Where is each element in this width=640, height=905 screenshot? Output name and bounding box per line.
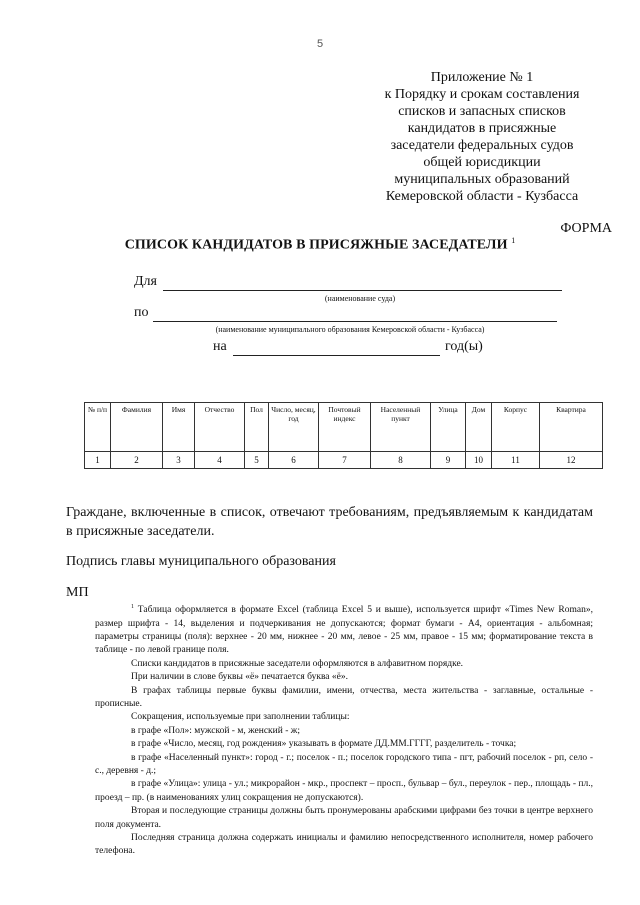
court-line [163, 274, 562, 291]
appendix-line: к Порядку и срокам составления [384, 87, 580, 102]
header-cell: Фамилия [111, 403, 163, 452]
appendix-line: муниципальных образований [394, 172, 570, 187]
number-cell: 7 [319, 452, 371, 469]
header-cell: Квартира [540, 403, 603, 452]
header-cell: Почтовый индекс [319, 403, 371, 452]
appendix-line: Кемеровской области - Кузбасса [385, 189, 579, 204]
by-label: по [134, 305, 149, 320]
number-cell: 5 [245, 452, 269, 469]
for-label: Для [134, 274, 157, 289]
header-cell: Дом [466, 403, 492, 452]
header-cell: Населенный пункт [371, 403, 431, 452]
header-cell: Отчество [195, 403, 245, 452]
header-cell: Имя [163, 403, 195, 452]
footnote-ref: 1 [131, 604, 134, 610]
header-cell: Пол [245, 403, 269, 452]
appendix-line: заседатели федеральных судов [390, 138, 574, 153]
stamp-mark: МП [66, 585, 89, 600]
number-cell: 8 [371, 452, 431, 469]
footnote-item: в графе «Улица»: улица - ул.; микрорайон - мкр., проспект – просп., бульвар – бул., переулок - пер., площадь - пл., проезд – пр. (в наименованиях улиц сокращения не допускаются). [95, 779, 593, 803]
number-cell: 4 [195, 452, 245, 469]
appendix-line: списков и запасных списков [398, 104, 566, 119]
footnote-item: в графе «Число, месяц, год рождения» указывать в формате ДД.ММ.ГГГГ, разделитель - точка; [131, 739, 517, 750]
number-cell: 6 [269, 452, 319, 469]
footnotes [95, 601, 593, 859]
number-cell: 10 [466, 452, 492, 469]
footnote-item: В графах таблицы первые буквы фамилии, имени, отчества, места жительства - заглавные, остальные - прописные. [95, 685, 593, 709]
appendix-line: общей юрисдикции [423, 155, 541, 170]
municipality-hint: (наименование муниципального образования Кемеровской области - Кузбасса) [215, 325, 485, 334]
title-footnote-ref: 1 [511, 236, 516, 245]
footnote-item: При наличии в слове буквы «ё» печатается буква «ё». [131, 672, 348, 683]
document-title [0, 236, 640, 254]
number-cell: 1 [85, 452, 111, 469]
appendix-header [352, 69, 612, 205]
footnote-item: Сокращения, используемые при заполнении таблицы: [131, 712, 350, 723]
table-header-row [85, 403, 603, 452]
number-cell: 11 [492, 452, 540, 469]
appendix-line: Приложение № 1 [430, 70, 534, 85]
footnote-item: Последняя страница должна содержать инициалы и фамилию непосредственного исполнителя, номер рабочего телефона. [95, 833, 593, 857]
form-label: ФОРМА [560, 221, 612, 236]
footnote-item: Вторая и последующие страницы должны быть пронумерованы арабскими цифрами без точки в центре верхнего поля документа. [95, 806, 593, 830]
header-cell: Корпус [492, 403, 540, 452]
footnote-item: $^1$ Таблица оформляется в формате Excel (таблица Excel 5 и выше), используется шрифт «Times New Roman», размер шрифта - 14, выделения и подчеркивания не допускаются; формат бумаги - А4, ориентация - альбомная; параметры страницы (поля): верхнее - 20 мм, нижнее - 20 мм, левое - 25 мм, правое - 15 мм; форматирование текста в таблице - по левой границе поля. [95, 604, 593, 656]
on-label: на [213, 339, 227, 354]
title-text: СПИСОК КАНДИДАТОВ В ПРИСЯЖНЫЕ ЗАСЕДАТЕЛИ [124, 237, 508, 253]
candidates-table [84, 402, 603, 469]
number-cell: 9 [431, 452, 466, 469]
page-number: 5 [316, 38, 324, 50]
number-cell: 12 [540, 452, 603, 469]
years-label: год(ы) [445, 339, 483, 354]
footnote-item: в графе «Населенный пункт»: город - г.; поселок - п.; поселок городского типа - пгт, рабочий поселок - рп, село - с., деревня - д.; [95, 752, 593, 777]
header-cell: Число, месяц, год [269, 403, 319, 452]
table-number-row [85, 452, 603, 469]
number-cell: 2 [111, 452, 163, 469]
footnote-item: Списки кандидатов в присяжные заседатели оформляются в алфавитном порядке. [131, 658, 464, 669]
number-cell: 3 [163, 452, 195, 469]
eligibility-statement: Граждане, включенные в список, отвечают требованиям, предъявляемым к кандидатам в присяжные заседатели. [66, 505, 593, 539]
court-hint: (наименование суда) [324, 294, 396, 303]
municipality-line [153, 305, 557, 322]
year-line [233, 339, 440, 356]
appendix-line: кандидатов в присяжные [407, 121, 557, 136]
signature-line: Подпись главы муниципального образования [66, 554, 336, 569]
footnote-item: в графе «Пол»: мужской - м, женский - ж; [131, 725, 300, 736]
header-cell: Улица [431, 403, 466, 452]
header-cell: № п/п [85, 403, 111, 452]
